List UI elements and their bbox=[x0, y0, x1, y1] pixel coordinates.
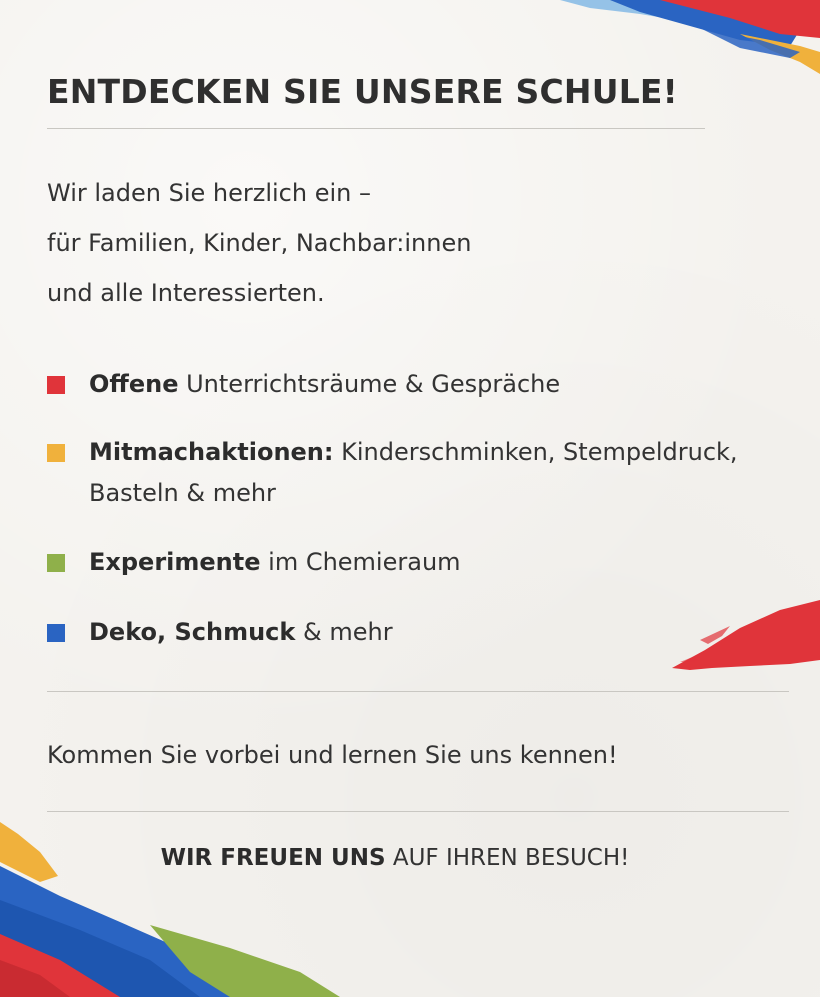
feature-list bbox=[47, 364, 807, 653]
intro-line-2: für Familien, Kinder, Nachbar:innen bbox=[47, 229, 472, 257]
blue-square-bullet-icon bbox=[47, 624, 65, 642]
call-to-action-text: Kommen Sie vorbei und lernen Sie uns kennen! bbox=[47, 741, 618, 769]
feature-item-experiments bbox=[47, 542, 807, 583]
divider-bottom bbox=[47, 811, 789, 812]
closing-text: AUF IHREN BESUCH! bbox=[385, 845, 630, 871]
feature-item-deco-jewelry bbox=[47, 612, 807, 653]
green-square-bullet-icon bbox=[47, 554, 65, 572]
feature-item-open-classrooms bbox=[47, 364, 807, 405]
feature-text: & mehr bbox=[295, 618, 393, 646]
feature-bold: Deko, Schmuck bbox=[89, 618, 296, 646]
feature-bold: Offene bbox=[89, 370, 179, 398]
intro-text bbox=[47, 168, 471, 318]
intro-line-3: und alle Interessierten. bbox=[47, 279, 325, 307]
feature-text: Unterrichtsräume & Gespräche bbox=[178, 370, 561, 398]
feature-text: im Chemieraum bbox=[260, 548, 461, 576]
red-square-bullet-icon bbox=[47, 376, 65, 394]
feature-bold: Mitmachaktionen: bbox=[89, 438, 334, 466]
closing-message bbox=[0, 840, 790, 876]
feature-bold: Experimente bbox=[89, 548, 261, 576]
divider-middle bbox=[47, 691, 789, 692]
divider-top bbox=[47, 128, 705, 129]
intro-line-1: Wir laden Sie herzlich ein – bbox=[47, 179, 371, 207]
page-title: ENTDECKEN SIE UNSERE SCHULE! bbox=[47, 72, 678, 111]
feature-text-continued: Basteln & mehr bbox=[89, 479, 276, 507]
feature-item-activities bbox=[47, 432, 807, 514]
closing-bold: WIR FREUEN UNS bbox=[160, 845, 386, 871]
feature-text: Kinderschminken, Stempeldruck, bbox=[333, 438, 738, 466]
yellow-square-bullet-icon bbox=[47, 444, 65, 462]
brush-stroke-top-right bbox=[560, 0, 820, 74]
